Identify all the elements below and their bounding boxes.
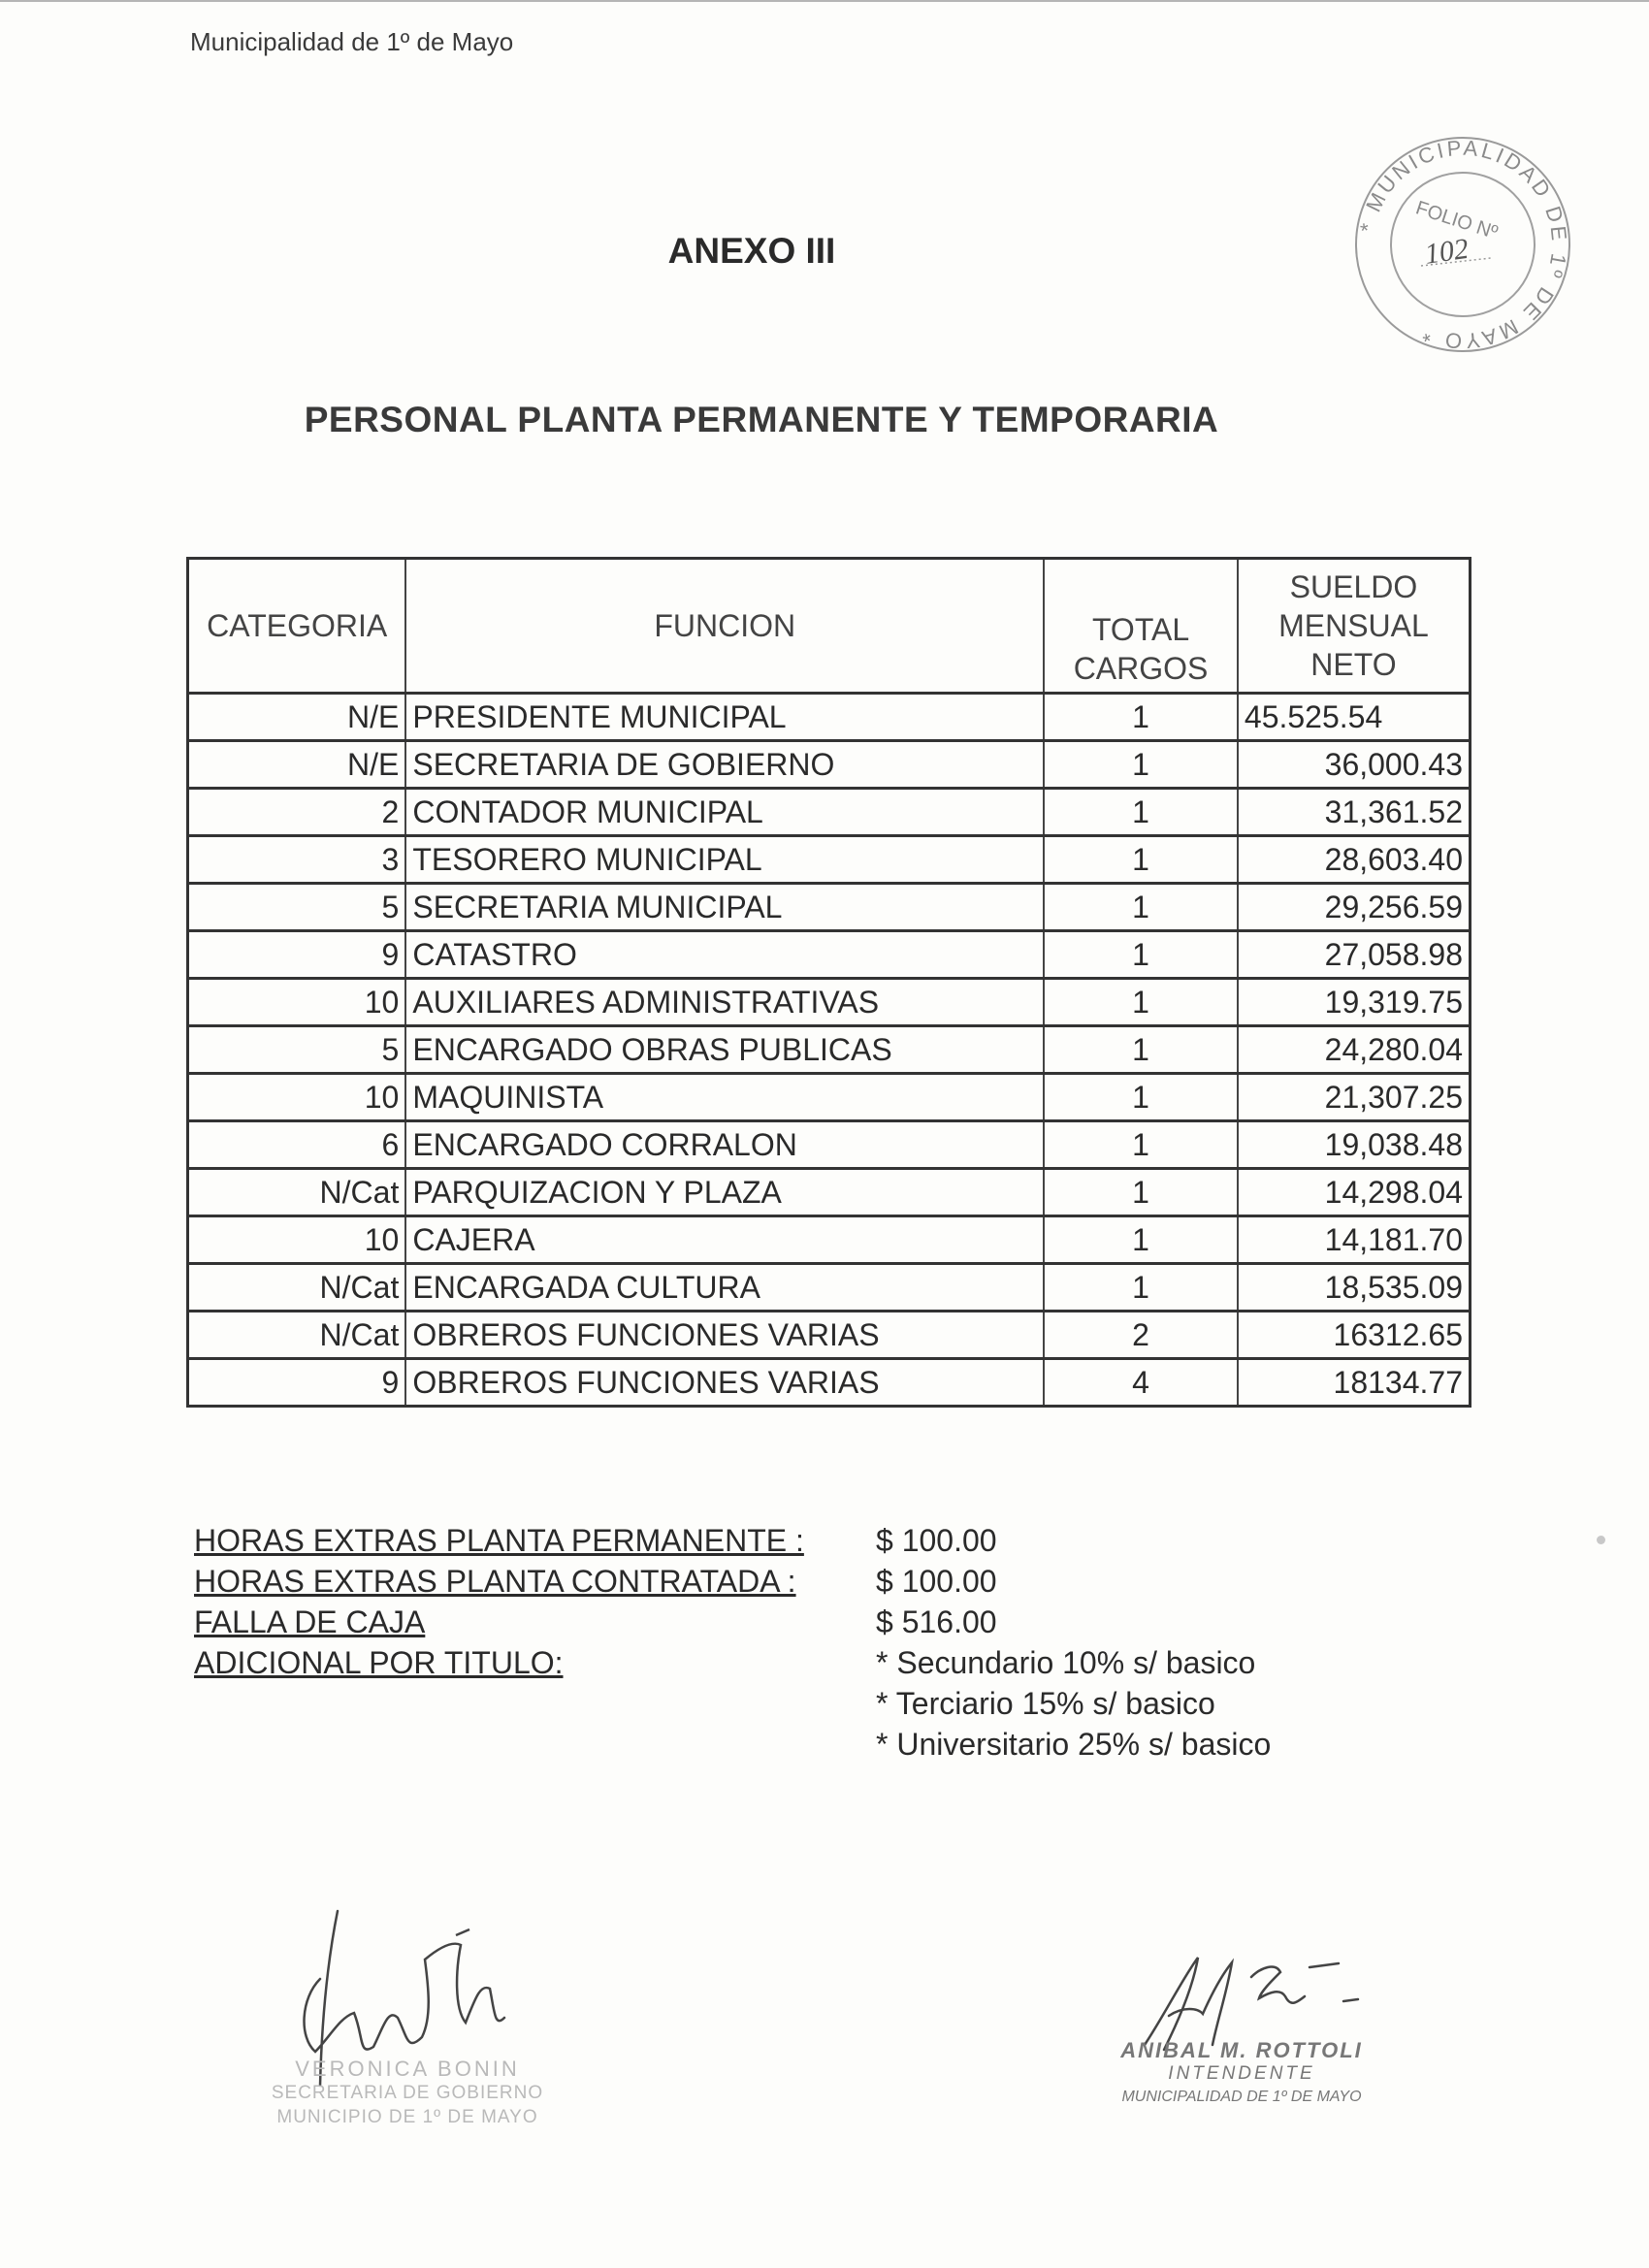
- header-sueldo-line3: NETO: [1310, 647, 1397, 682]
- cell-funcion: CONTADOR MUNICIPAL: [405, 789, 1044, 836]
- signatory-left-role: SECRETARIA DE GOBIERNO: [271, 2083, 544, 2103]
- table-row: [188, 1216, 1471, 1264]
- cell-sueldo: 18,535.09: [1238, 1264, 1471, 1312]
- cell-categoria: 10: [188, 1216, 406, 1264]
- cell-funcion: ENCARGADO CORRALON: [405, 1121, 1044, 1169]
- table-row: [188, 1169, 1471, 1216]
- cell-categoria: N/Cat: [188, 1264, 406, 1312]
- cell-sueldo: 19,038.48: [1238, 1121, 1471, 1169]
- cell-total: 1: [1044, 1121, 1238, 1169]
- table-row: [188, 741, 1471, 789]
- cell-categoria: 5: [188, 1026, 406, 1074]
- cell-funcion: ENCARGADO OBRAS PUBLICAS: [405, 1026, 1044, 1074]
- adicional-universitario: * Universitario 25% s/ basico: [876, 1727, 1272, 1762]
- cell-categoria: 10: [188, 1074, 406, 1121]
- cell-categoria: 9: [188, 931, 406, 979]
- cell-sueldo: 28,603.40: [1238, 836, 1471, 884]
- document-title: PERSONAL PLANTA PERMANENTE Y TEMPORARIA: [304, 400, 1219, 439]
- cell-funcion: PARQUIZACION Y PLAZA: [405, 1169, 1044, 1216]
- cell-total: 1: [1044, 1026, 1238, 1074]
- cell-funcion: PRESIDENTE MUNICIPAL: [405, 694, 1044, 741]
- cell-sueldo: 31,361.52: [1238, 789, 1471, 836]
- table-row: [188, 836, 1471, 884]
- cell-funcion: CATASTRO: [405, 931, 1044, 979]
- cell-sueldo: 19,319.75: [1238, 979, 1471, 1026]
- cell-total: 1: [1044, 931, 1238, 979]
- signatory-left-name: VERONICA BONIN: [295, 2057, 520, 2081]
- table-row: [188, 979, 1471, 1026]
- municipality-header: Municipalidad de 1º de Mayo: [190, 27, 514, 56]
- staff-salary-table: [186, 557, 1471, 1408]
- cell-total: 1: [1044, 1169, 1238, 1216]
- adicional-secundario: * Secundario 10% s/ basico: [876, 1645, 1256, 1680]
- cell-sueldo: 14,298.04: [1238, 1169, 1471, 1216]
- header-total-cargos: [1044, 559, 1238, 694]
- signature-left-caption: [262, 2057, 553, 2129]
- cell-categoria: N/E: [188, 694, 406, 741]
- cell-categoria: N/Cat: [188, 1312, 406, 1359]
- stamp-folio-label: FOLIO Nº: [1412, 197, 1501, 244]
- header-sueldo: [1238, 559, 1471, 694]
- table-row: [188, 1264, 1471, 1312]
- cell-sueldo: 27,058.98: [1238, 931, 1471, 979]
- table-row: [188, 1121, 1471, 1169]
- cell-funcion: SECRETARIA DE GOBIERNO: [405, 741, 1044, 789]
- falla-caja-label: FALLA DE CAJA: [194, 1604, 426, 1639]
- adicional-terciario: * Terciario 15% s/ basico: [876, 1686, 1215, 1721]
- table-row: [188, 694, 1471, 741]
- cell-funcion: AUXILIARES ADMINISTRATIVAS: [405, 979, 1044, 1026]
- cell-total: 2: [1044, 1312, 1238, 1359]
- cell-categoria: 10: [188, 979, 406, 1026]
- cell-total: 1: [1044, 741, 1238, 789]
- table-row: [188, 1026, 1471, 1074]
- cell-total: 1: [1044, 789, 1238, 836]
- cell-funcion: MAQUINISTA: [405, 1074, 1044, 1121]
- table-row: [188, 789, 1471, 836]
- signatory-right-role: INTENDENTE: [1168, 2063, 1315, 2084]
- header-sueldo-line2: MENSUAL: [1278, 608, 1429, 643]
- table-row: [188, 1359, 1471, 1407]
- table-row: [188, 884, 1471, 931]
- cell-sueldo: 29,256.59: [1238, 884, 1471, 931]
- cell-sueldo: 18134.77: [1238, 1359, 1471, 1407]
- signature-right-caption: [1106, 2039, 1377, 2109]
- top-border-line: [0, 0, 1649, 2]
- cell-funcion: CAJERA: [405, 1216, 1044, 1264]
- cell-funcion: TESORERO MUNICIPAL: [405, 836, 1044, 884]
- cell-categoria: 3: [188, 836, 406, 884]
- cell-sueldo: 16312.65: [1238, 1312, 1471, 1359]
- cell-categoria: N/Cat: [188, 1169, 406, 1216]
- header-total-line2: CARGOS: [1073, 651, 1209, 686]
- cell-sueldo: 21,307.25: [1238, 1074, 1471, 1121]
- scan-speck: [1597, 1536, 1605, 1544]
- cell-categoria: 5: [188, 884, 406, 931]
- cell-sueldo: 14,181.70: [1238, 1216, 1471, 1264]
- signatory-right-org: MUNICIPALIDAD DE 1º DE MAYO: [1121, 2089, 1362, 2105]
- horas-contratada-value: $ 100.00: [876, 1564, 997, 1599]
- cell-categoria: 6: [188, 1121, 406, 1169]
- horas-permanente-value: $ 100.00: [876, 1523, 997, 1558]
- cell-funcion: ENCARGADA CULTURA: [405, 1264, 1044, 1312]
- cell-funcion: OBREROS FUNCIONES VARIAS: [405, 1359, 1044, 1407]
- cell-total: 4: [1044, 1359, 1238, 1407]
- header-total-line1: TOTAL: [1091, 612, 1190, 647]
- cell-funcion: SECRETARIA MUNICIPAL: [405, 884, 1044, 931]
- signatory-left-org: MUNICIPIO DE 1º DE MAYO: [276, 2107, 538, 2127]
- table-header-row: [188, 559, 1471, 694]
- cell-sueldo: 24,280.04: [1238, 1026, 1471, 1074]
- cell-total: 1: [1044, 1074, 1238, 1121]
- horas-contratada-label: HORAS EXTRAS PLANTA CONTRATADA :: [194, 1564, 796, 1599]
- cell-total: 1: [1044, 1216, 1238, 1264]
- cell-categoria: 2: [188, 789, 406, 836]
- header-funcion: FUNCION: [405, 559, 1044, 694]
- extras-labels: [194, 1520, 804, 1683]
- cell-total: 1: [1044, 836, 1238, 884]
- horas-permanente-label: HORAS EXTRAS PLANTA PERMANENTE :: [194, 1523, 804, 1558]
- header-categoria: CATEGORIA: [188, 559, 406, 694]
- cell-total: 1: [1044, 979, 1238, 1026]
- cell-total: 1: [1044, 884, 1238, 931]
- cell-sueldo: 45.525.54: [1238, 694, 1471, 741]
- table-row: [188, 1074, 1471, 1121]
- extras-values: [876, 1520, 1271, 1765]
- cell-funcion: OBREROS FUNCIONES VARIAS: [405, 1312, 1044, 1359]
- cell-total: 1: [1044, 1264, 1238, 1312]
- cell-sueldo: 36,000.43: [1238, 741, 1471, 789]
- signatory-right-name: ANIBAL M. ROTTOLI: [1120, 2038, 1363, 2062]
- cell-categoria: N/E: [188, 741, 406, 789]
- falla-caja-value: $ 516.00: [876, 1604, 997, 1639]
- adicional-titulo-label: ADICIONAL POR TITULO:: [194, 1645, 564, 1680]
- cell-categoria: 9: [188, 1359, 406, 1407]
- stamp-ring-text: * MUNICIPALIDAD DE 1º DE MAYO *: [1354, 136, 1572, 353]
- cell-total: 1: [1044, 694, 1238, 741]
- header-sueldo-line1: SUELDO: [1289, 569, 1418, 604]
- table-row: [188, 931, 1471, 979]
- stamp-folio-number: 102: [1422, 232, 1471, 271]
- annex-title: ANEXO III: [667, 231, 836, 271]
- table-row: [188, 1312, 1471, 1359]
